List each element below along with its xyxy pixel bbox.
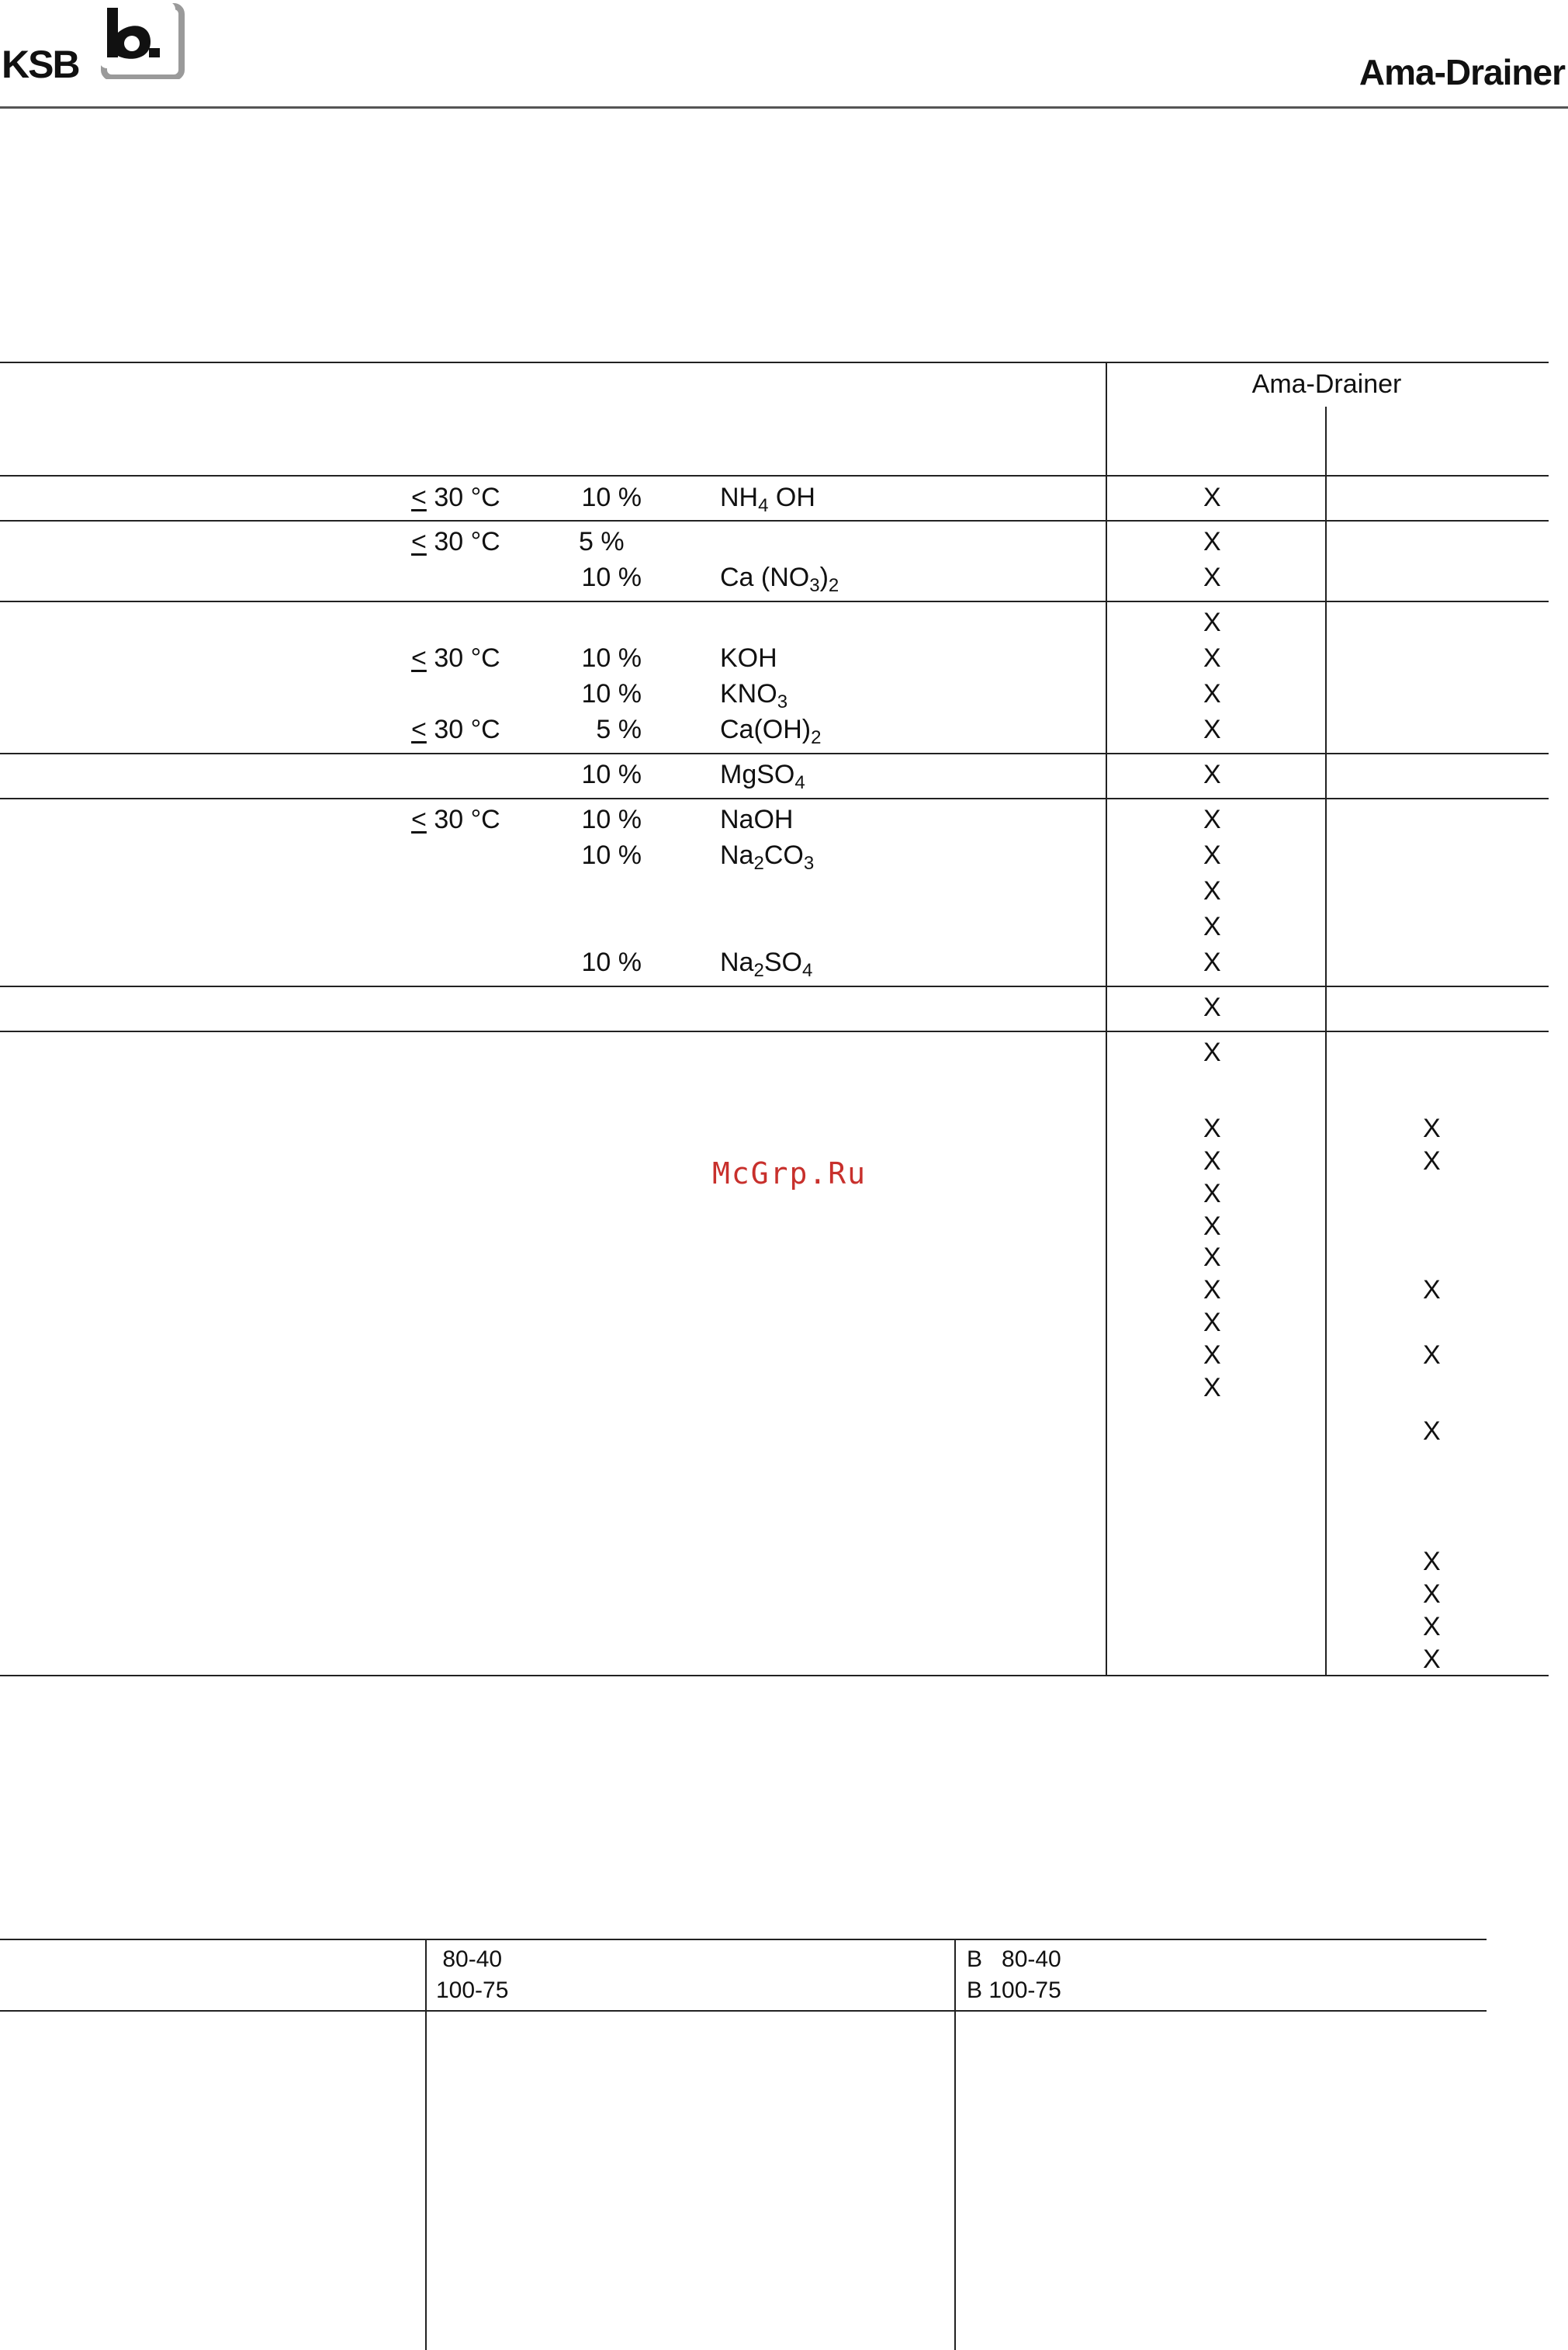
concentration-cell: 10 % (581, 948, 642, 977)
formula-cell: Ca $(NO_3)_2$ (720, 563, 839, 596)
concentration-cell: 10 % (581, 760, 642, 789)
document-title: Ama-Drainer (1359, 52, 1565, 92)
group-divider (0, 798, 1549, 799)
mark-x: X (1423, 1114, 1441, 1143)
mark-x: X (1203, 1275, 1221, 1305)
ksb-logo-mark-icon (99, 2, 186, 79)
concentration-cell: 10 % (581, 841, 642, 870)
variant-size-label: 80-40 (436, 1946, 503, 1972)
formula-cell: KOH (720, 643, 777, 673)
group-divider (0, 986, 1549, 987)
variant-size-label: 100-75 (436, 1977, 509, 2003)
group-divider (0, 520, 1549, 522)
mark-x: X (1423, 1340, 1441, 1370)
mark-x: X (1203, 1373, 1221, 1402)
mark-x: X (1423, 1416, 1441, 1446)
mark-x: X (1423, 1146, 1441, 1176)
formula-cell: NaOH (720, 805, 794, 834)
concentration-cell: 10 % (581, 643, 642, 673)
mark-x: X (1203, 527, 1221, 556)
formula-cell: $Na_2CO_3$ (720, 841, 815, 874)
mark-x: X (1203, 841, 1221, 870)
temperature-cell: < 30 °C (411, 805, 500, 834)
temperature-cell: < 30 °C (411, 527, 500, 556)
group-divider (0, 601, 1549, 602)
mark-x: X (1203, 483, 1221, 512)
formula-cell: $Na_2SO_4$ (720, 948, 813, 981)
mark-x: X (1203, 1114, 1221, 1143)
table-bottom-rule (0, 1675, 1549, 1676)
mark-x: X (1423, 1612, 1441, 1641)
formula-cell: $NH_4$ OH (720, 483, 815, 516)
formula-cell: MgSO$_4$ (720, 760, 805, 793)
mark-x: X (1203, 1340, 1221, 1370)
variant-table-header-rule (0, 2010, 1487, 2012)
mark-x: X (1203, 993, 1221, 1022)
concentration-cell: 10 % (581, 483, 642, 512)
logo-text: KSB (2, 43, 79, 86)
column-divider (1325, 407, 1327, 1676)
formula-cell: $KNO_3$ (720, 679, 788, 712)
concentration-cell: 5 % (596, 715, 642, 744)
temperature-cell: < 30 °C (411, 643, 500, 673)
mark-x: X (1203, 760, 1221, 789)
mark-x: X (1203, 805, 1221, 834)
group-divider (0, 1031, 1549, 1032)
mark-x: X (1203, 1146, 1221, 1176)
mark-x: X (1203, 563, 1221, 592)
temperature-cell: < 30 °C (411, 715, 500, 744)
variant-table-top-rule (0, 1939, 1487, 1940)
mark-x: X (1203, 1038, 1221, 1067)
header-divider (0, 106, 1568, 109)
mark-x: X (1203, 1243, 1221, 1272)
mark-x: X (1423, 1547, 1441, 1576)
mark-x: X (1203, 1211, 1221, 1241)
temperature-cell: < 30 °C (411, 483, 500, 512)
mark-x: X (1203, 643, 1221, 673)
concentration-cell: 10 % (581, 563, 642, 592)
mark-x: X (1423, 1579, 1441, 1609)
mark-x: X (1203, 948, 1221, 977)
watermark: McGrp.Ru (712, 1156, 867, 1191)
mark-x: X (1203, 912, 1221, 941)
table-header-rule (0, 475, 1549, 477)
mark-x: X (1203, 1179, 1221, 1208)
column-divider (954, 1939, 956, 2350)
table-top-rule (0, 362, 1549, 363)
variant-size-label: B 100-75 (967, 1977, 1061, 2003)
mark-x: X (1423, 1645, 1441, 1674)
ksb-logo (0, 0, 194, 85)
mark-x: X (1203, 715, 1221, 744)
mark-x: X (1203, 679, 1221, 709)
concentration-cell: 10 % (581, 805, 642, 834)
variant-size-label: B 80-40 (967, 1946, 1061, 1972)
concentration-cell: 10 % (581, 679, 642, 709)
mark-x: X (1203, 876, 1221, 906)
mark-x: X (1203, 608, 1221, 637)
column-divider (425, 1939, 427, 2350)
group-divider (0, 753, 1549, 754)
formula-cell: $Ca(OH)_2$ (720, 715, 822, 748)
column-header-ama-drainer: Ama-Drainer (1251, 369, 1402, 399)
mark-x: X (1203, 1308, 1221, 1337)
mark-x: X (1423, 1275, 1441, 1305)
column-divider (1106, 362, 1107, 1676)
concentration-cell: 5 % (579, 527, 625, 556)
